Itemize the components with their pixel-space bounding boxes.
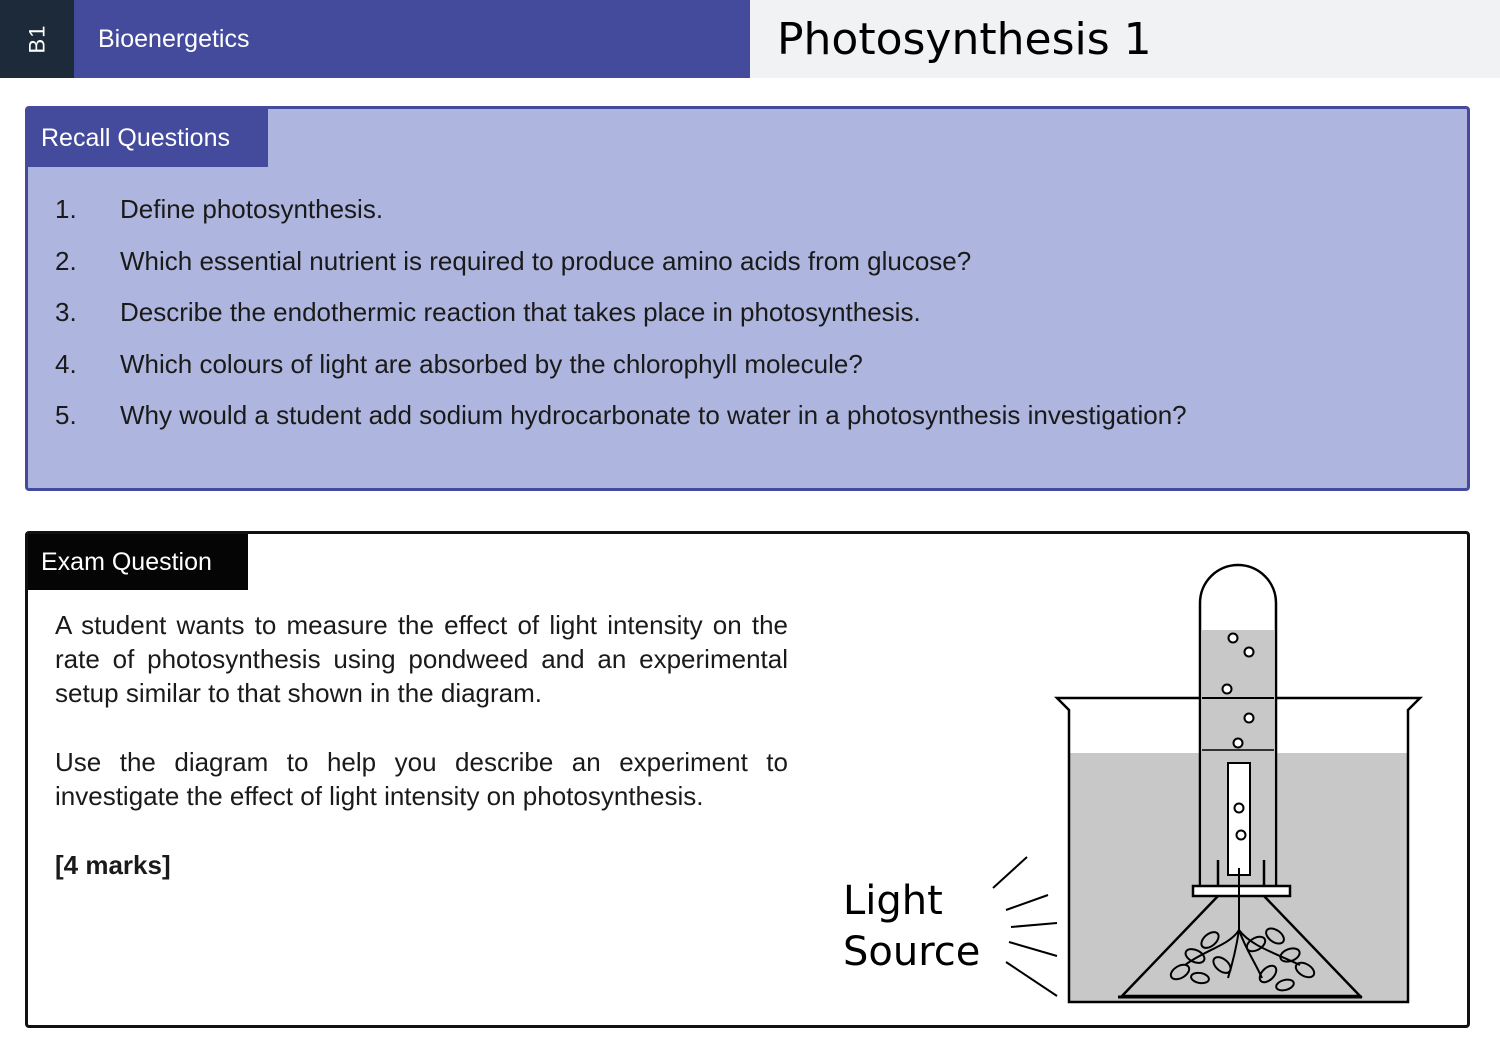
page-title: Photosynthesis 1 xyxy=(777,13,1152,65)
question-text: Which essential nutrient is required to produce amino acids from glucose? xyxy=(120,245,972,276)
recall-question-list xyxy=(28,184,1467,442)
light-source-label-line1: Light xyxy=(843,878,943,924)
question-text: Describe the endothermic reaction that takes place in photosynthesis. xyxy=(120,297,921,328)
topic-name: Bioenergetics xyxy=(98,24,250,53)
topic-banner xyxy=(74,0,750,78)
topic-code-badge xyxy=(0,0,74,78)
question-number: 4. xyxy=(55,348,77,379)
recall-question xyxy=(28,184,1467,236)
recall-question xyxy=(28,390,1467,442)
question-number: 3. xyxy=(55,297,77,328)
question-number: 2. xyxy=(55,245,77,276)
light-source-label xyxy=(843,876,980,978)
exam-heading: Exam Question xyxy=(28,534,248,590)
question-number: 1. xyxy=(55,194,77,225)
question-number: 5. xyxy=(55,400,77,431)
topic-code: B1 xyxy=(23,24,49,54)
exam-question-text xyxy=(55,608,788,882)
exam-paragraph-1: A student wants to measure the effect of light intensity on the rate of photosynthesis using pondweed and an experimental setup similar to that shown in the diagram. xyxy=(55,610,788,708)
recall-question xyxy=(28,339,1467,391)
question-text: Why would a student add sodium hydrocarbonate to water in a photosynthesis investigation? xyxy=(120,400,1187,431)
exam-paragraph-2: Use the diagram to help you describe an experiment to investigate the effect of light intensity on photosynthesis. xyxy=(55,747,788,811)
pondweed-experiment-diagram xyxy=(990,560,1430,1010)
question-text: Which colours of light are absorbed by the chlorophyll molecule? xyxy=(120,348,863,379)
recall-questions-box xyxy=(25,106,1470,491)
page-title-bar xyxy=(750,0,1500,78)
light-source-label-line2: Source xyxy=(843,929,981,975)
light-rays xyxy=(993,857,1057,996)
recall-heading: Recall Questions xyxy=(28,109,268,167)
marks-label: [4 marks] xyxy=(55,850,171,880)
recall-question xyxy=(28,287,1467,339)
question-text: Define photosynthesis. xyxy=(120,194,384,225)
recall-question xyxy=(28,236,1467,288)
